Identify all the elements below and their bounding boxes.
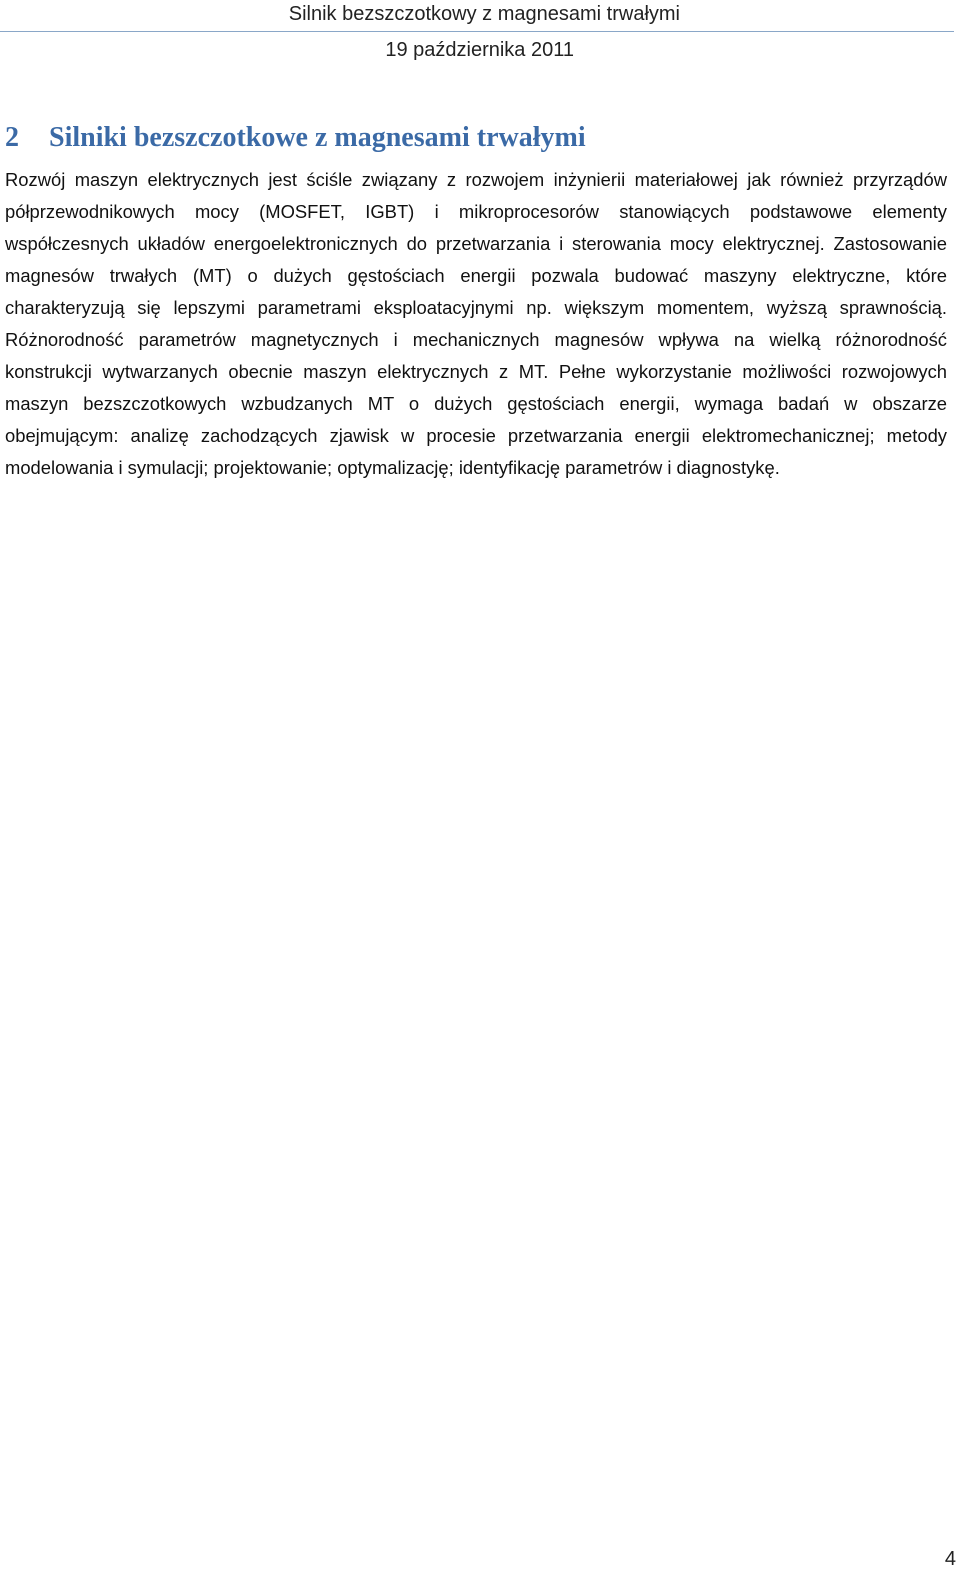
section-number: 2 bbox=[5, 122, 19, 153]
section-title: Silniki bezszczotkowe z magnesami trwałymi bbox=[49, 122, 586, 153]
body-paragraph: Rozwój maszyn elektrycznych jest ściśle związany z rozwojem inżynierii materiałowej jak również przyrządów półprzewodnikowych mocy (MOSFET, IGBT) i mikroprocesorów stanowiących podstawowe elementy współczesnych układów energoelektronicznych do przetwarzania i sterowania mocy elektrycznej. Zastosowanie magnesów trwałych (MT) o dużych gęstościach energii pozwala budować maszyny elektryczne, które charakteryzują się lepszymi parametrami eksploatacyjnymi np. większym momentem, wyższą sprawnością. Różnorodność parametrów magnetycznych i mechanicznych magnesów wpływa na wielką różnorodność konstrukcji wytwarzanych obecnie maszyn elektrycznych z MT. Pełne wykorzystanie możliwości rozwojowych maszyn bezszczotkowych wzbudzanych MT o dużych gęstościach energii, wymaga badań w obszarze obejmującym: analizę zachodzących zjawisk w procesie przetwarzania energii elektromechanicznej; metody modelowania i symulacji; projektowanie; optymalizację; identyfikację parametrów i diagnostykę. bbox=[5, 169, 947, 478]
running-header-title: Silnik bezszczotkowy z magnesami trwałymi bbox=[288, 3, 680, 25]
section-heading bbox=[5, 121, 586, 155]
header-divider bbox=[0, 31, 954, 32]
page-number: 4 bbox=[944, 1548, 956, 1570]
running-header-date: 19 października 2011 bbox=[385, 39, 574, 61]
page-header bbox=[0, 0, 960, 64]
